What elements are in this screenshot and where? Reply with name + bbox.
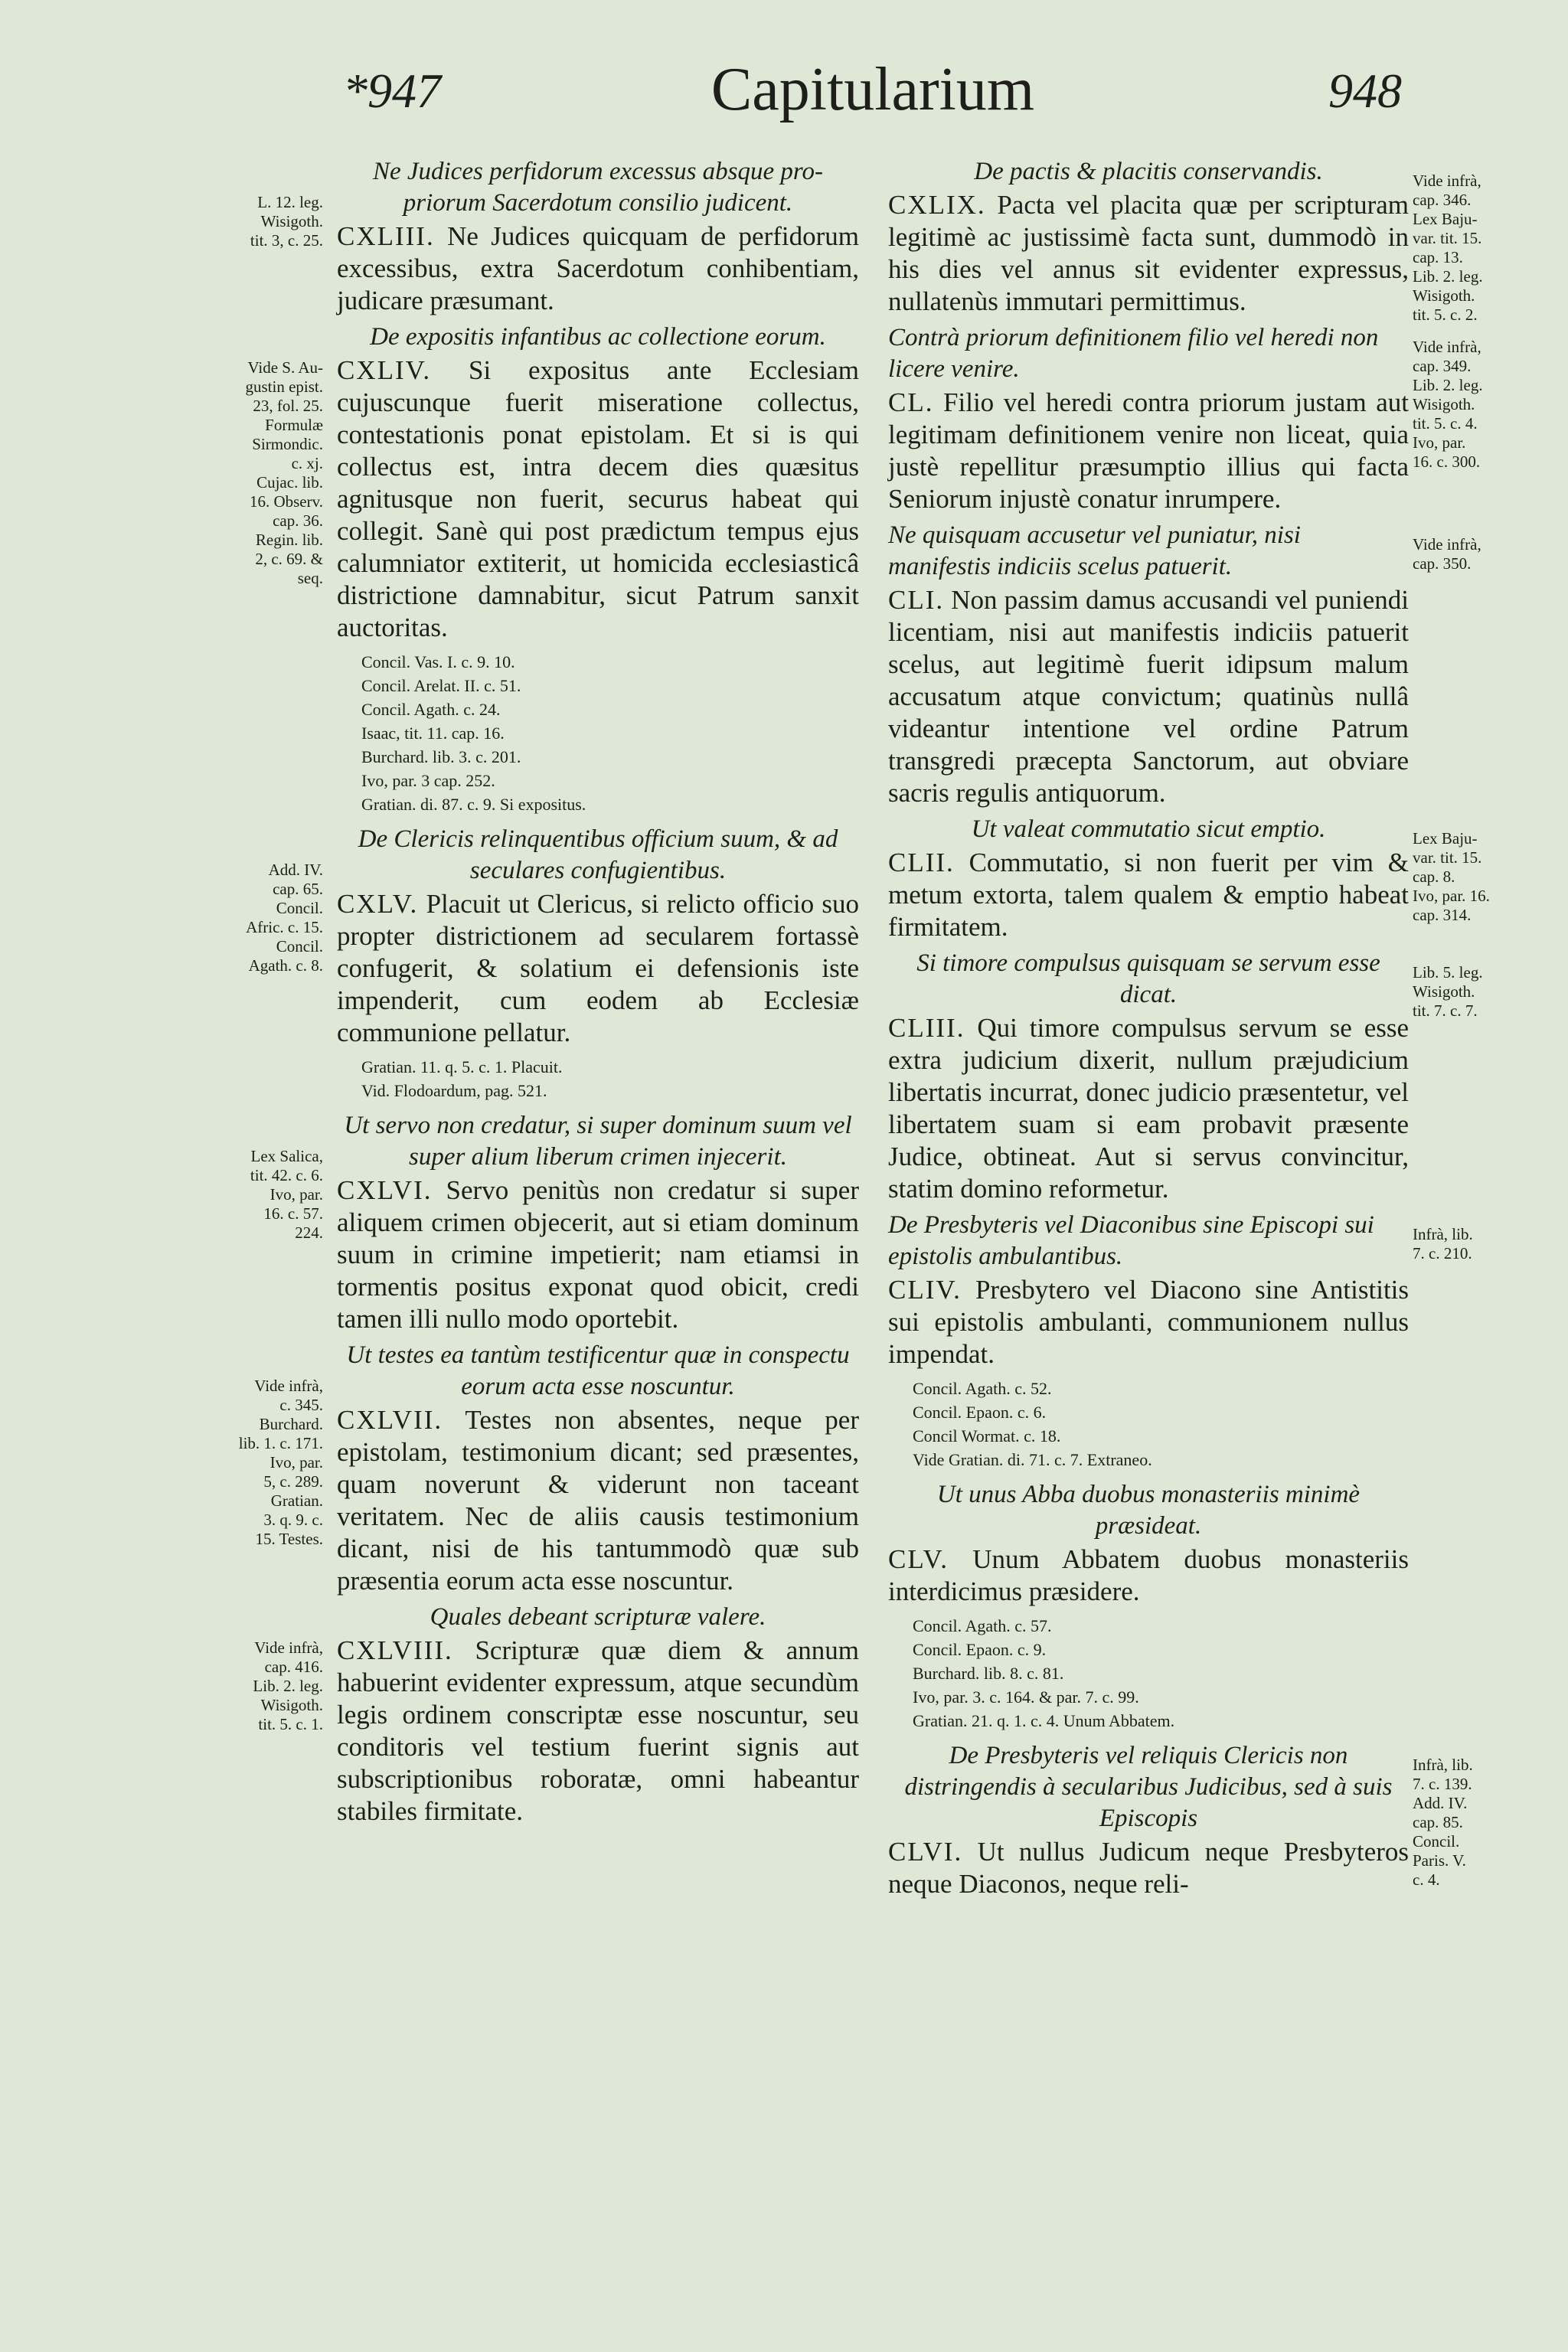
citation: Gratian. di. 87. c. 9. Si expositus.	[361, 795, 586, 814]
margin-note	[208, 1377, 323, 1549]
citation: Concil. Agath. c. 24.	[361, 700, 501, 719]
margin-note-line: Concil.	[1413, 1832, 1460, 1851]
margin-note-line: 3. q. 9. c.	[263, 1511, 323, 1529]
margin-note-line: Agath. c. 8.	[248, 956, 323, 975]
chapter-number: CLV.	[888, 1544, 949, 1574]
margin-note-line: tit. 5. c. 2.	[1413, 305, 1478, 324]
citation: Isaac, tit. 11. cap. 16.	[361, 724, 505, 743]
margin-note-line: Ivo, par.	[270, 1453, 323, 1472]
margin-note-line: Sirmondic.	[252, 435, 323, 453]
margin-note-line: Lex Baju-	[1413, 829, 1478, 848]
margin-note-line: var. tit. 15.	[1413, 229, 1482, 247]
margin-note-line: 2, c. 69. &	[255, 550, 323, 568]
chapter-heading: De Presbyteris vel Diaconibus sine Episcopi sui epistolis ambulantibus.	[888, 1211, 1374, 1270]
margin-note-line: 23, fol. 25.	[253, 397, 323, 415]
chapter-number: CXLIV.	[337, 355, 432, 385]
margin-note-line: 16. c. 300.	[1413, 452, 1481, 471]
chapter-heading: De expositis infantibus ac collectione eorum.	[370, 323, 826, 351]
chapter-heading: Ut unus Abba duobus monasteriis minimè præsideat.	[936, 1481, 1361, 1540]
margin-note-line: Vide S. Au-	[247, 358, 323, 377]
margin-note-line: Wisigoth.	[260, 212, 323, 230]
margin-note	[1413, 829, 1550, 925]
margin-note-line: Vide infrà,	[1413, 338, 1481, 356]
margin-note-line: L. 12. leg.	[257, 193, 323, 211]
citation: Ivo, par. 3 cap. 252.	[361, 771, 495, 790]
chapter-text: Non passim damus accusandi vel puniendi licentiam, nisi aut manifestis indiciis patuerit scelus, aut legitimè fuerit idipsum malum accusatum atque convictum; quatinùs nullâ videantur intentione vel ordine Patrum transgredi præcepta Sanctorum, aut obviare sacris regulis antiquorum.	[888, 585, 1409, 808]
citation-list	[913, 1614, 1409, 1733]
chapter-number: CL.	[888, 387, 934, 417]
margin-note	[1413, 535, 1550, 573]
chapter-text-block	[888, 847, 1409, 943]
chapter-text-block	[337, 1404, 859, 1597]
margin-note-line: cap. 346.	[1413, 191, 1472, 209]
margin-note-line: Vide infrà,	[254, 1638, 323, 1657]
margin-note	[208, 1638, 323, 1734]
margin-note-line: cap. 349.	[1413, 357, 1472, 375]
margin-note	[1413, 172, 1550, 325]
margin-note-line: Wisigoth.	[260, 1696, 323, 1714]
margin-note-line: seq.	[297, 569, 323, 587]
chapter-number: CXLIII.	[337, 221, 435, 251]
margin-note-line: Ivo, par.	[1413, 433, 1466, 452]
margin-note-line: Lib. 2. leg.	[253, 1677, 323, 1695]
citation: Gratian. 21. q. 1. c. 4. Unum Abbatem.	[913, 1711, 1175, 1730]
chapter-section	[337, 1602, 859, 1828]
chapter-section	[888, 1210, 1409, 1472]
chapter-text-block	[888, 1836, 1409, 1900]
margin-note-line: cap. 13.	[1413, 248, 1463, 266]
citation: Burchard. lib. 8. c. 81.	[913, 1664, 1064, 1683]
chapter-heading: Ne Judices perfidorum excessus absque pro-priorum Sacerdotum consilio judicent.	[372, 158, 824, 217]
chapter-section	[337, 1110, 859, 1335]
chapter-text-block	[337, 220, 859, 317]
margin-note-line: tit. 3, c. 25.	[250, 231, 323, 250]
margin-note	[1413, 963, 1550, 1021]
chapter-heading: Ut valeat commutatio sicut emptio.	[971, 815, 1326, 843]
margin-note	[208, 1147, 323, 1243]
margin-note-line: cap. 314.	[1413, 906, 1472, 924]
margin-note-line: tit. 5. c. 4.	[1413, 414, 1478, 433]
margin-note-line: cap. 36.	[273, 511, 323, 530]
citation: Concil. Vas. I. c. 9. 10.	[361, 652, 515, 671]
citation: Vid. Flodoardum, pag. 521.	[361, 1081, 547, 1100]
chapter-text: Placuit ut Clericus, si relicto officio suo propter districtionem ad secularem fortassè confugerit, & solatium ei defensionis iste impenderit, cum eodem ab Ecclesiæ communione pellatur.	[337, 889, 860, 1047]
chapter-heading: De pactis & placitis conservandis.	[974, 158, 1323, 185]
margin-note	[208, 193, 323, 250]
margin-note-line: Paris. V.	[1413, 1851, 1466, 1870]
chapter-text: Si expositus ante Ecclesiam cujuscunque fuerit miseratione collectus, contestationis ponat epistolam. Et si is qui collectus est, intra decem dies quæsitus agnitusque non fuerit, securus habeat qui collegit. Sanè qui post prædictum tempus ejus calumniator extiterit, ut homicida ecclesiasticâ districtione damnabitur, sicut Patrum sanxit auctoritas.	[337, 355, 859, 642]
page-number-left: *947	[343, 64, 441, 118]
chapter-section	[888, 156, 1409, 318]
margin-note-line: Concil.	[276, 937, 323, 956]
margin-note-line: 224.	[295, 1223, 323, 1242]
chapter-section	[888, 1740, 1409, 1900]
margin-note-line: 16. c. 57.	[263, 1204, 323, 1223]
margin-note-line: Vide infrà,	[254, 1377, 323, 1395]
citation-list	[361, 650, 859, 816]
margin-note-line: gustin epist.	[245, 377, 323, 396]
chapter-section	[337, 322, 859, 816]
margin-note-line: Regin. lib.	[255, 531, 323, 549]
margin-note	[208, 358, 323, 588]
chapter-text-block	[888, 1012, 1409, 1205]
margin-note-line: c. 345.	[279, 1396, 323, 1414]
margin-note-line: c. 4.	[1413, 1870, 1440, 1889]
margin-note-line: 16. Observ.	[249, 492, 323, 511]
chapter-heading: Contrà priorum definitionem filio vel heredi non licere venire.	[888, 324, 1379, 383]
chapter-number: CLI.	[888, 585, 945, 615]
margin-note-line: Infrà, lib.	[1413, 1756, 1473, 1774]
chapter-text-block	[337, 354, 859, 644]
chapter-text-block	[888, 1274, 1409, 1370]
margin-note-line: Infrà, lib.	[1413, 1225, 1473, 1243]
margin-note-line: Add. IV.	[1413, 1794, 1468, 1812]
margin-note-line: Vide infrà,	[1413, 535, 1481, 554]
chapter-heading: Quales debeant scripturæ valere.	[430, 1603, 766, 1631]
chapter-text: Commutatio, si non fuerit per vim & metum extorta, talem qualem & emptio habeat firmitatem.	[888, 848, 1409, 942]
margin-note-line: cap. 65.	[273, 880, 323, 898]
margin-note-line: cap. 416.	[264, 1658, 323, 1676]
chapter-number: CXLV.	[337, 889, 419, 919]
chapter-heading: De Presbyteris vel reliquis Clericis non distringendis à secularibus Judicibus, sed à suis Episcopis	[904, 1742, 1393, 1832]
page-number-right: 948	[1328, 64, 1402, 118]
chapter-number: CXLIX.	[888, 190, 986, 220]
margin-note-line: Lex Baju-	[1413, 210, 1478, 228]
chapter-text: Testes non absentes, neque per epistolam, testimonium dicant; sed præsentes, quam noverunt & viderunt non taceant veritatem. Nec de aliis causis testimonium dicant, nisi de his tantummodò quæ sub præsentia eorum acta esse noscuntur.	[337, 1405, 859, 1596]
margin-note-line: 7. c. 210.	[1413, 1244, 1472, 1263]
chapter-text: Qui timore compulsus servum se esse extra judicium dixerit, nullum præjudicium libertatis incurrat, donec judicio præsentetur, vel libertatem suam si eam probavit præsente Judice, obtineat. Aut si servus convincitur, statim domino reformetur.	[888, 1013, 1410, 1204]
chapter-heading: Si timore compulsus quisquam se servum esse dicat.	[916, 949, 1380, 1008]
citation: Concil. Epaon. c. 6.	[913, 1403, 1047, 1422]
citation: Gratian. 11. q. 5. c. 1. Placuit.	[361, 1057, 563, 1076]
margin-note-line: Lib. 2. leg.	[1413, 267, 1483, 286]
chapter-section	[888, 520, 1409, 809]
chapter-heading: Ut servo non credatur, si super dominum suum vel super alium liberum crimen injecerit.	[344, 1112, 852, 1171]
margin-note-line: tit. 5. c. 1.	[258, 1715, 323, 1733]
margin-note-line: 5, c. 289.	[263, 1472, 323, 1491]
margin-note-line: 15. Testes.	[255, 1530, 323, 1548]
chapter-number: CLVI.	[888, 1837, 963, 1867]
chapter-text: Pacta vel placita quæ per scripturam legitimè ac justissimè facta sunt, dummodò in his dies vel annus sit evidenter expressus, nullatenùs immutari permittimus.	[888, 190, 1410, 316]
margin-note-line: Wisigoth.	[1413, 395, 1475, 413]
margin-note	[1413, 338, 1550, 472]
margin-note-line: Lex Salica,	[250, 1147, 323, 1165]
margin-note-line: tit. 7. c. 7.	[1413, 1001, 1478, 1020]
margin-note-line: var. tit. 15.	[1413, 848, 1482, 867]
citation-list	[361, 1055, 859, 1102]
citation: Concil. Agath. c. 57.	[913, 1616, 1052, 1635]
margin-note-line: cap. 8.	[1413, 867, 1455, 886]
chapter-text-block	[888, 584, 1409, 809]
margin-note-line: cap. 85.	[1413, 1813, 1463, 1831]
chapter-section	[888, 322, 1409, 515]
chapter-heading: Ne quisquam accusetur vel puniatur, nisi manifestis indiciis scelus patuerit.	[888, 521, 1301, 580]
margin-note-line: Formulæ	[265, 416, 323, 434]
citation: Concil. Epaon. c. 9.	[913, 1640, 1047, 1659]
citation-list	[913, 1377, 1409, 1472]
chapter-text-block	[888, 387, 1409, 515]
margin-note-line: Wisigoth.	[1413, 982, 1475, 1001]
chapter-section	[337, 824, 859, 1102]
citation: Vide Gratian. di. 71. c. 7. Extraneo.	[913, 1450, 1152, 1469]
margin-note	[1413, 1225, 1550, 1263]
margin-note-line: Cujac. lib.	[256, 473, 323, 492]
chapter-number: CLIII.	[888, 1013, 965, 1043]
chapter-text-block	[888, 1544, 1409, 1608]
chapter-section	[888, 1479, 1409, 1733]
margin-note-line: Concil.	[276, 899, 323, 917]
right-text-column	[888, 153, 1409, 1905]
margin-note	[208, 861, 323, 975]
chapter-number: CXLVIII.	[337, 1635, 453, 1665]
margin-note-line: Add. IV.	[268, 861, 323, 879]
margin-note-line: cap. 350.	[1413, 554, 1472, 573]
chapter-text: Scripturæ quæ diem & annum habuerint evidenter expressum, atque secundùm legis ordinem conscriptæ esse noscuntur, seu conditoris vel testium fuerint signis aut subscriptionibus roboratæ, omni habeantur stabiles firmitate.	[337, 1635, 860, 1826]
left-text-column	[337, 153, 859, 1832]
chapter-number: CXLVII.	[337, 1405, 443, 1435]
margin-note-line: Ivo, par.	[270, 1185, 323, 1204]
margin-note-line: Afric. c. 15.	[246, 918, 323, 936]
margin-note-line: Lib. 2. leg.	[1413, 376, 1483, 394]
citation: Concil. Agath. c. 52.	[913, 1379, 1052, 1398]
chapter-text: Ne Judices quicquam de perfidorum excessibus, extra Sacerdotum conhibentiam, judicare præsumant.	[337, 221, 859, 315]
margin-note-line: Vide infrà,	[1413, 172, 1481, 190]
margin-note-line: Gratian.	[270, 1491, 323, 1510]
margin-note-line: Ivo, par. 16.	[1413, 887, 1490, 905]
margin-note-line: Burchard.	[259, 1415, 323, 1433]
margin-note-line: lib. 1. c. 171.	[238, 1434, 323, 1452]
chapter-number: CLII.	[888, 848, 955, 877]
running-title: Capitularium	[710, 56, 1035, 123]
chapter-section	[888, 948, 1409, 1205]
chapter-text: Unum Abbatem duobus monasteriis interdicimus præsidere.	[888, 1544, 1409, 1606]
chapter-text: Ut nullus Judicum neque Presbyteros neque Diaconos, neque reli-	[888, 1837, 1410, 1899]
chapter-text-block	[337, 1635, 859, 1828]
citation: Concil. Arelat. II. c. 51.	[361, 676, 521, 695]
chapter-section	[888, 814, 1409, 943]
margin-note-line: tit. 42. c. 6.	[250, 1166, 323, 1184]
chapter-heading: De Clericis relinquentibus officium suum, & ad seculares confugientibus.	[358, 825, 838, 884]
chapter-text-block	[337, 888, 859, 1049]
chapter-text: Filio vel heredi contra priorum justam aut legitimam definitionem venire non liceat, quia justè repellitur præsumptio illius qui facta Seniorum injustè conatur inrumpere.	[888, 387, 1410, 514]
margin-note-line: Lib. 5. leg.	[1413, 963, 1483, 982]
chapter-text: Presbytero vel Diacono sine Antistitis sui epistolis ambulanti, communionem nullus impendat.	[888, 1275, 1410, 1369]
margin-note	[1413, 1756, 1550, 1890]
chapter-number: CXLVI.	[337, 1175, 433, 1205]
citation: Burchard. lib. 3. c. 201.	[361, 747, 521, 766]
chapter-number: CLIV.	[888, 1275, 962, 1305]
chapter-section	[337, 1340, 859, 1597]
citation: Concil Wormat. c. 18.	[913, 1426, 1061, 1446]
chapter-text-block	[888, 189, 1409, 318]
chapter-heading: Ut testes ea tantùm testificentur quæ in conspectu eorum acta esse noscuntur.	[346, 1341, 850, 1400]
margin-note-line: 7. c. 139.	[1413, 1775, 1472, 1793]
citation: Ivo, par. 3. c. 164. & par. 7. c. 99.	[913, 1687, 1139, 1707]
chapter-section	[337, 156, 859, 317]
chapter-text-block	[337, 1174, 859, 1335]
margin-note-line: Wisigoth.	[1413, 286, 1475, 305]
margin-note-line: c. xj.	[291, 454, 323, 472]
chapter-text: Servo penitùs non credatur si super aliquem crimen objecerit, aut si etiam dominum suum in crimine impetierit; nam etiamsi in tormentis positus exponat quod obicit, credi tamen illi nullo modo oportebit.	[337, 1175, 859, 1334]
